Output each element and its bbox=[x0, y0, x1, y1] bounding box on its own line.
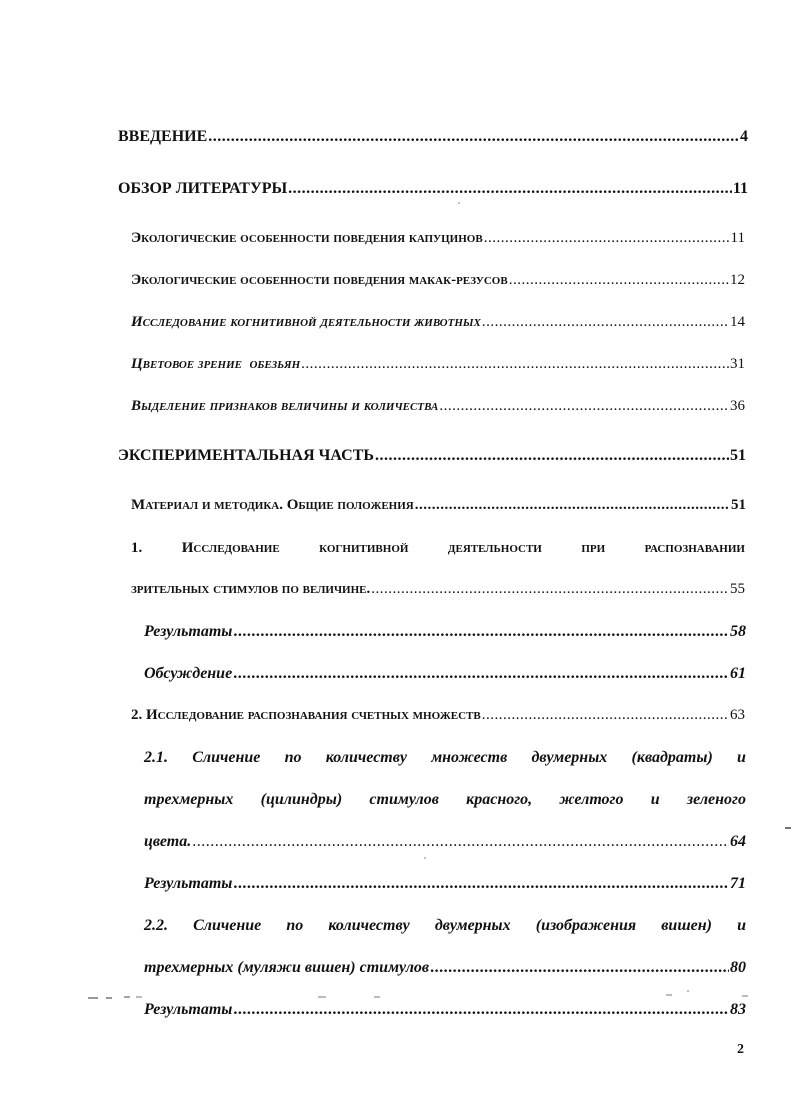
word: множеств bbox=[431, 749, 508, 766]
toc-entry-page: 51 bbox=[731, 498, 746, 513]
word: Сличение bbox=[192, 749, 261, 766]
word: желтого bbox=[559, 791, 624, 808]
toc-entry-title: Результаты bbox=[144, 624, 233, 640]
word: 2.2. bbox=[144, 917, 168, 934]
word: когнитивной bbox=[319, 540, 409, 556]
toc-entry-page: 12 bbox=[730, 273, 745, 288]
toc-entry-page: 31 bbox=[730, 357, 745, 372]
toc-entry-title: 2. Исследование распознавания счетных множеств bbox=[131, 708, 481, 723]
word: 2.1. bbox=[144, 749, 168, 766]
toc-entry-title: Выделение признаков величины и количества bbox=[131, 399, 439, 414]
word: количеству bbox=[328, 917, 410, 934]
toc-entry-title: трехмерных (муляжи вишен) стимулов bbox=[144, 960, 430, 976]
toc-entry-title: ОБЗОР ЛИТЕРАТУРЫ bbox=[118, 181, 288, 197]
word: красного, bbox=[466, 791, 533, 808]
word: по bbox=[284, 749, 302, 766]
word: при bbox=[581, 540, 606, 556]
word: распознавании bbox=[644, 540, 745, 556]
word: Исследование bbox=[181, 540, 280, 556]
toc-entry-page: 64 bbox=[730, 834, 746, 850]
word: и bbox=[650, 791, 660, 808]
toc-entry-page: 80 bbox=[730, 960, 746, 976]
toc-entry-page: 61 bbox=[730, 666, 746, 682]
toc-entry-title: ЭКСПЕРИМЕНТАЛЬНАЯ ЧАСТЬ bbox=[118, 448, 374, 464]
toc-entry-title: цвета. bbox=[144, 834, 192, 850]
word: и bbox=[737, 749, 746, 766]
toc-entry-title: ВВЕДЕНИЕ bbox=[118, 129, 208, 145]
page-number: 2 bbox=[737, 1042, 744, 1057]
word: (изображения bbox=[535, 917, 637, 934]
toc-entry-title: Экологические особенности поведения макак-резусов bbox=[131, 273, 508, 288]
toc-entry-page: 4 bbox=[740, 129, 748, 145]
toc-entry-page: 71 bbox=[730, 876, 746, 892]
toc-entry-title: Результаты bbox=[144, 1002, 233, 1018]
word: зеленого bbox=[686, 791, 746, 808]
toc-entry-page: 58 bbox=[730, 624, 746, 640]
toc-entry-page: 11 bbox=[732, 181, 748, 197]
word: (квадраты) bbox=[631, 749, 713, 766]
word: и bbox=[737, 917, 746, 934]
toc-entry-title: зрительных стимулов по величине. bbox=[131, 582, 371, 597]
word: двумерных bbox=[531, 749, 608, 766]
toc-entry-page: 36 bbox=[730, 399, 745, 414]
word: по bbox=[286, 917, 304, 934]
word: стимулов bbox=[369, 791, 439, 808]
toc-entry-page: 63 bbox=[730, 708, 745, 723]
toc-entry-title: Обсуждение bbox=[144, 666, 233, 682]
toc-entry-page: 83 bbox=[730, 1002, 746, 1018]
toc-entry-title: Результаты bbox=[144, 876, 233, 892]
toc-entry-page: 14 bbox=[730, 315, 745, 330]
toc-entry-page: 51 bbox=[730, 448, 746, 464]
word: трехмерных bbox=[144, 791, 234, 808]
word: деятельности bbox=[447, 540, 542, 556]
scan-speck bbox=[424, 857, 426, 859]
toc-entry-title: Экологические особенности поведения капуцинов bbox=[131, 231, 483, 246]
toc-entry-page: 11 bbox=[730, 231, 745, 246]
toc-entry-title: Исследование когнитивной деятельности животных bbox=[131, 315, 481, 330]
word: 1. bbox=[131, 540, 143, 556]
toc-entry-title: Материал и методика. Общие положения bbox=[131, 498, 414, 513]
toc-entry-title: Цветовое зрение обезьян bbox=[131, 357, 301, 372]
word: количеству bbox=[325, 749, 407, 766]
word: Сличение bbox=[193, 917, 262, 934]
word: двумерных bbox=[434, 917, 511, 934]
scan-speck bbox=[687, 990, 689, 992]
word: вишен) bbox=[661, 917, 712, 934]
word: (цилиндры) bbox=[260, 791, 343, 808]
toc-entry-page: 55 bbox=[730, 582, 745, 597]
scan-speck bbox=[458, 202, 460, 204]
